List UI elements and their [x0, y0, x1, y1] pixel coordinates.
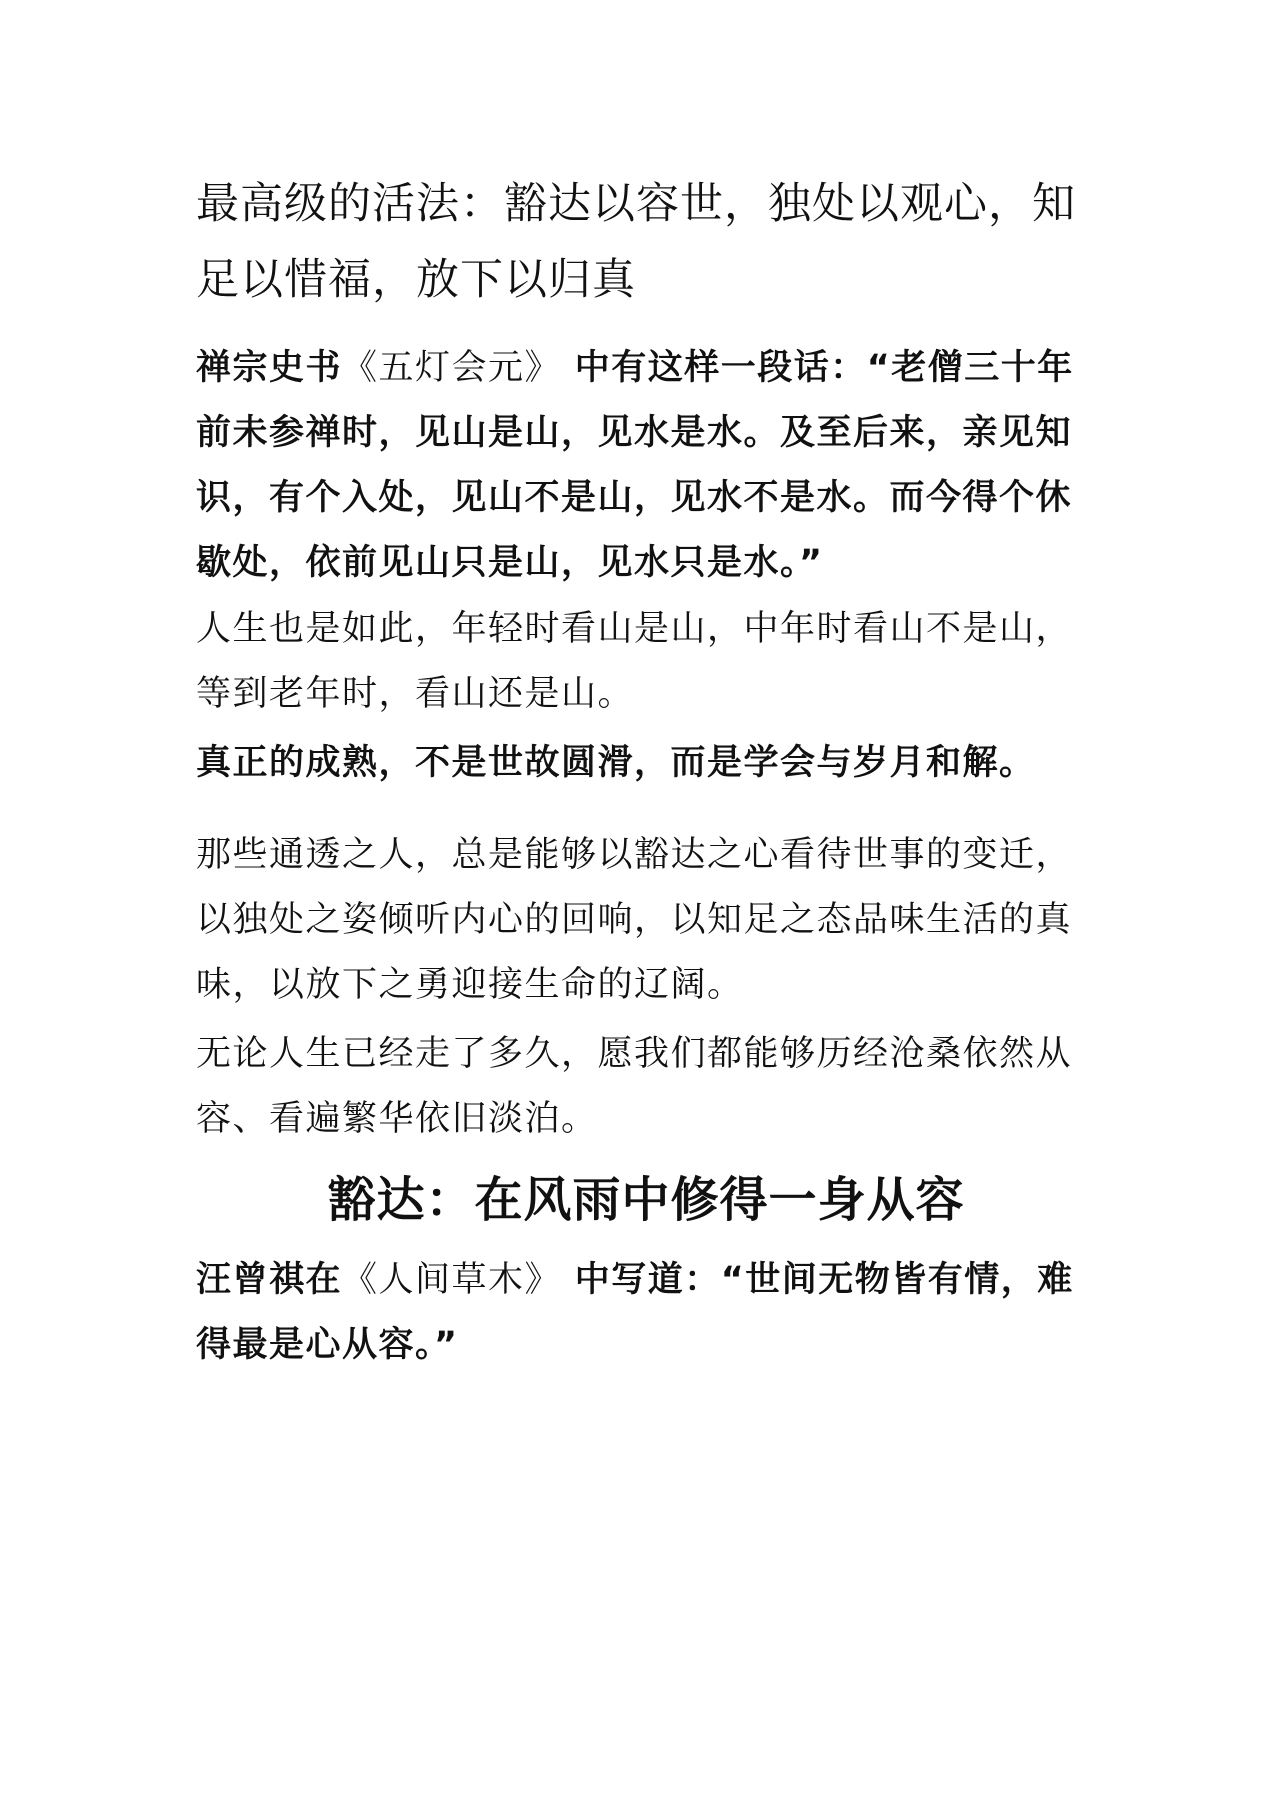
paragraph-maturity: 真正的成熟，不是世故圆滑，而是学会与岁月和解。	[196, 743, 1036, 783]
paragraph-wise-people: 那些通透之人，总是能够以豁达之心看待世事的变迁，以独处之姿倾听内心的回响，以知足之态品味生活的真味，以放下之勇迎接生命的辽阔。	[196, 835, 1073, 1005]
article-title: 最高级的活法：豁达以容世，独处以观心，知足以惜福，放下以归真	[196, 179, 1076, 305]
quote-paragraph-wudeng	[196, 336, 1096, 596]
paragraph-life-mountain: 人生也是如此，年轻时看山是山，中年时看山不是山，等到老年时，看山还是山。	[196, 609, 1073, 714]
paragraph-wish: 无论人生已经走了多久，愿我们都能够历经沧桑依然从容、看遍繁华依旧淡泊。	[196, 1034, 1073, 1139]
quote-paragraph-wang	[196, 1248, 1096, 1378]
book-title-wudeng: 《五灯会元》	[342, 348, 562, 388]
section-heading-huoda: 豁达：在风雨中修得一身从容	[327, 1172, 965, 1228]
book-title-renjian: 《人间草木》	[342, 1260, 562, 1300]
quote-body-text: 中有这样一段话：“老僧三十年前未参禅时，见山是山，见水是水。及至后来，亲见知识，有个入处，见山不是山，见水不是水。而今得个休歇处，依前见山只是山，见水只是水。”	[196, 348, 1074, 583]
quote-lead-text: 汪曾祺在	[196, 1260, 343, 1300]
quote-body-text: 中写道：“世间无物皆有情，难得最是心从容。”	[196, 1260, 1074, 1365]
quote-lead-text: 禅宗史书	[196, 348, 343, 388]
